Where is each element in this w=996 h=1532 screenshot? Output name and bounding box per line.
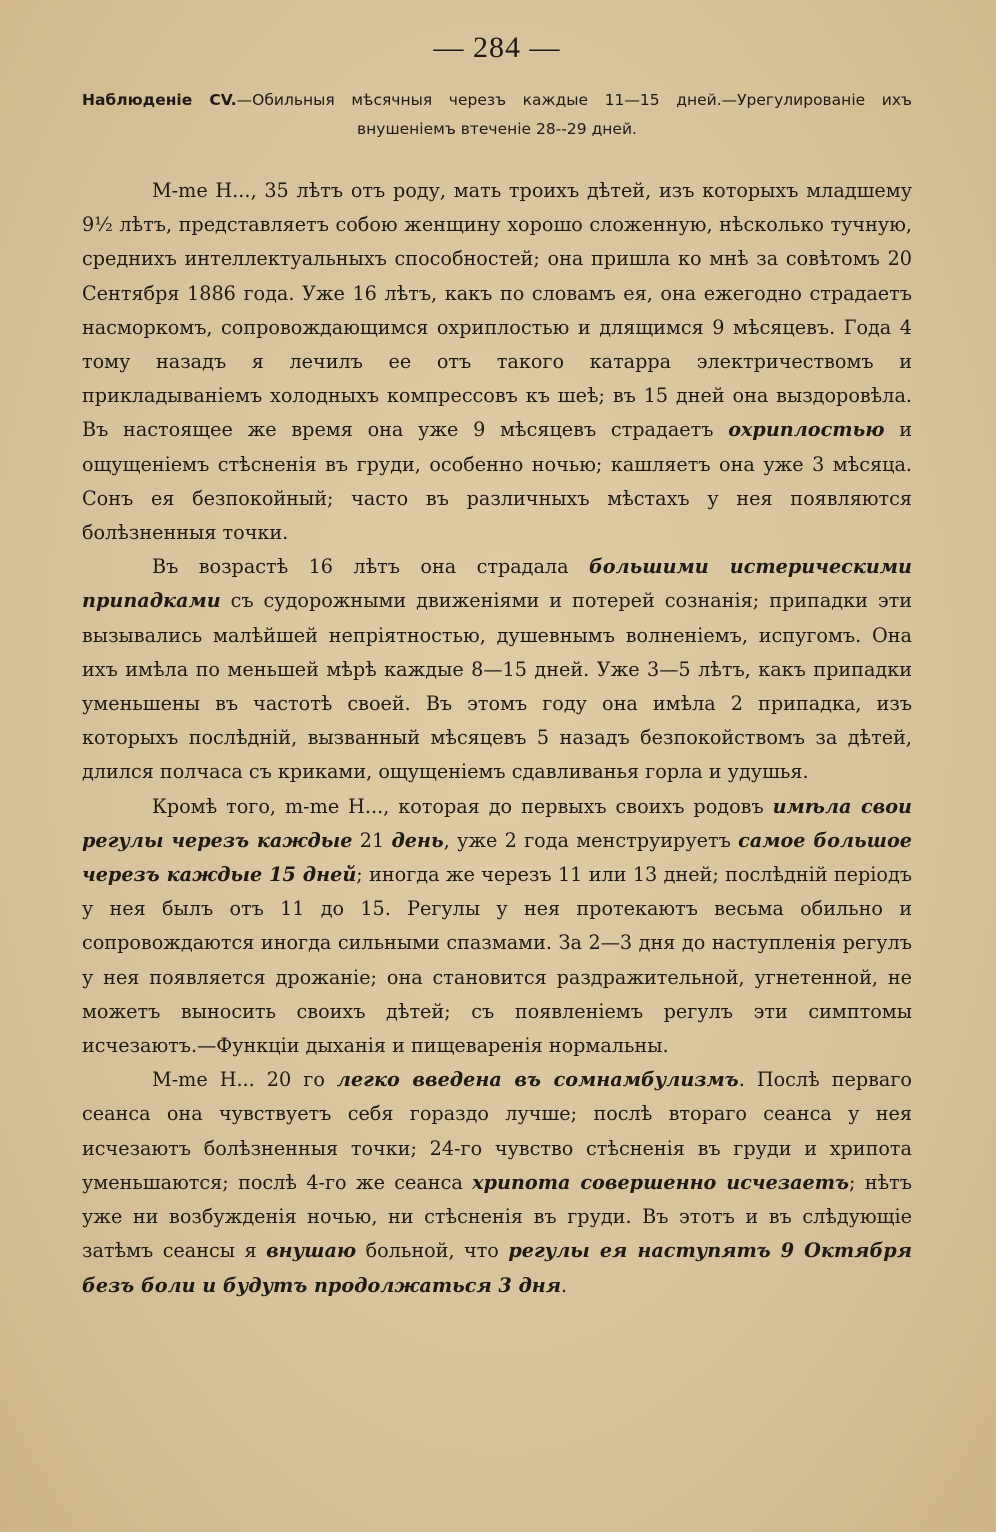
observation-header	[82, 86, 912, 144]
text-run: ; нѣтъ уже ни возбужденія ночью, ни стѣсненія въ груди. Въ этотъ и въ слѣдующіе затѣмъ сеансы я	[82, 1170, 912, 1263]
text-run: М-me Н... 20 го	[152, 1068, 337, 1092]
emphasis-text: большими истерическими припадками	[82, 555, 912, 613]
body-text	[82, 174, 912, 1303]
text-run: .	[561, 1273, 568, 1297]
text-run: съ судорожными движеніями и потерей сознанія; припадки эти вызывались малѣйшей непріятностью, душевнымъ волненіемъ, испугомъ. Она ихъ имѣла по меньшей мѣрѣ каждые 8—15 дней. Уже 3—5 лѣтъ, какъ припадки уменьшены въ частотѣ своей. Въ этомъ году она имѣла 2 припадка, изъ которыхъ послѣдній, вызванный мѣсяцевъ 5 назадъ безпокойствомъ за дѣтей, длился полчаса съ криками, ощущеніемъ сдавливанья горла и удушья.	[82, 589, 912, 784]
emphasis-text: хрипота совершенно исчезаетъ	[472, 1170, 849, 1194]
text-run: больной, что	[356, 1239, 509, 1263]
text-run: . Послѣ перваго сеанса она чувствуетъ себя гораздо лучше; послѣ втораго сеанса у нея исчезаютъ болѣзненныя точки; 24-го чувство стѣсненія въ груди и хрипота уменьшаются; послѣ 4-го же сеанса	[82, 1068, 912, 1194]
text-run: Кромѣ того, m-me Н..., которая до первыхъ своихъ родовъ	[152, 794, 773, 818]
emphasis-text: самое большое черезъ каждые 15 дней	[82, 828, 912, 887]
paragraph-3	[82, 790, 912, 1064]
paragraph-4	[82, 1063, 912, 1302]
page-number: — 284 —	[433, 31, 561, 64]
text-run: и ощущеніемъ стѣсненія въ груди, особенно ночью; кашляетъ она уже 3 мѣсяца. Сонъ ея безпокойный; часто въ различныхъ мѣстахъ у нея появляются болѣзненныя точки.	[82, 418, 912, 545]
text-run: М-me Н...‚ 35 лѣтъ отъ роду, мать троихъ дѣтей, изъ которыхъ младшему 9½ лѣтъ, представляетъ собою женщину хорошо сложенную, нѣсколько тучную, среднихъ интеллектуальныхъ способностей; она пришла ко мнѣ за совѣтомъ 20 Сентября 1886 года. Уже 16 лѣтъ, какъ по словамъ ея, она ежегодно страдаетъ насморкомъ, сопровождающимся охриплостью и длящимся 9 мѣсяцевъ. Года 4 тому назадъ я лечилъ ее отъ такого катарра электричествомъ и прикладываніемъ холодныхъ компрессовъ къ шеѣ; въ 15 дней она выздоровѣла. Въ настоящее же время она уже 9 мѣсяцевъ страдаетъ	[82, 179, 912, 442]
emphasis-text: охриплостью	[728, 418, 885, 442]
text-run: ; иногда же черезъ 11 или 13 дней; послѣдній періодъ у нея былъ отъ 11 до 15. Регулы у нея протекаютъ весьма обильно и сопровождаются иногда сильными спазмами. За 2—3 дня до наступленія регулъ у нея появляется дрожаніе; она становится раздражительной, угнетенной, не можетъ выносить своихъ дѣтей; съ появленіемъ регулъ эти симптомы исчезаютъ.—Функціи дыханія и пищеваренія нормальны.	[82, 863, 913, 1058]
emphasis-text: имѣла свои регулы черезъ каждые	[82, 794, 912, 852]
emphasis-text: легко введена въ сомнамбулизмъ	[336, 1068, 739, 1092]
text-run: 21	[352, 828, 392, 852]
emphasis-text: регулы ея наступятъ 9 Октября безъ боли и будутъ продолжаться 3 дня	[82, 1239, 912, 1297]
emphasis-text: день	[391, 828, 444, 852]
text-run: , уже 2 года менструируетъ	[443, 828, 739, 852]
paragraph-1	[82, 174, 912, 550]
text-run: Въ возрастѣ 16 лѣтъ она страдала	[152, 555, 589, 579]
observation-label: Наблюденіе CV.	[82, 91, 237, 109]
emphasis-text: внушаю	[266, 1239, 357, 1263]
paragraph-2	[82, 550, 912, 789]
observation-title: —Обильныя мѣсячныя черезъ каждые 11—15 дней.—Урегулированіе ихъ внушеніемъ втеченіе 28--29 дней.	[236, 91, 912, 138]
